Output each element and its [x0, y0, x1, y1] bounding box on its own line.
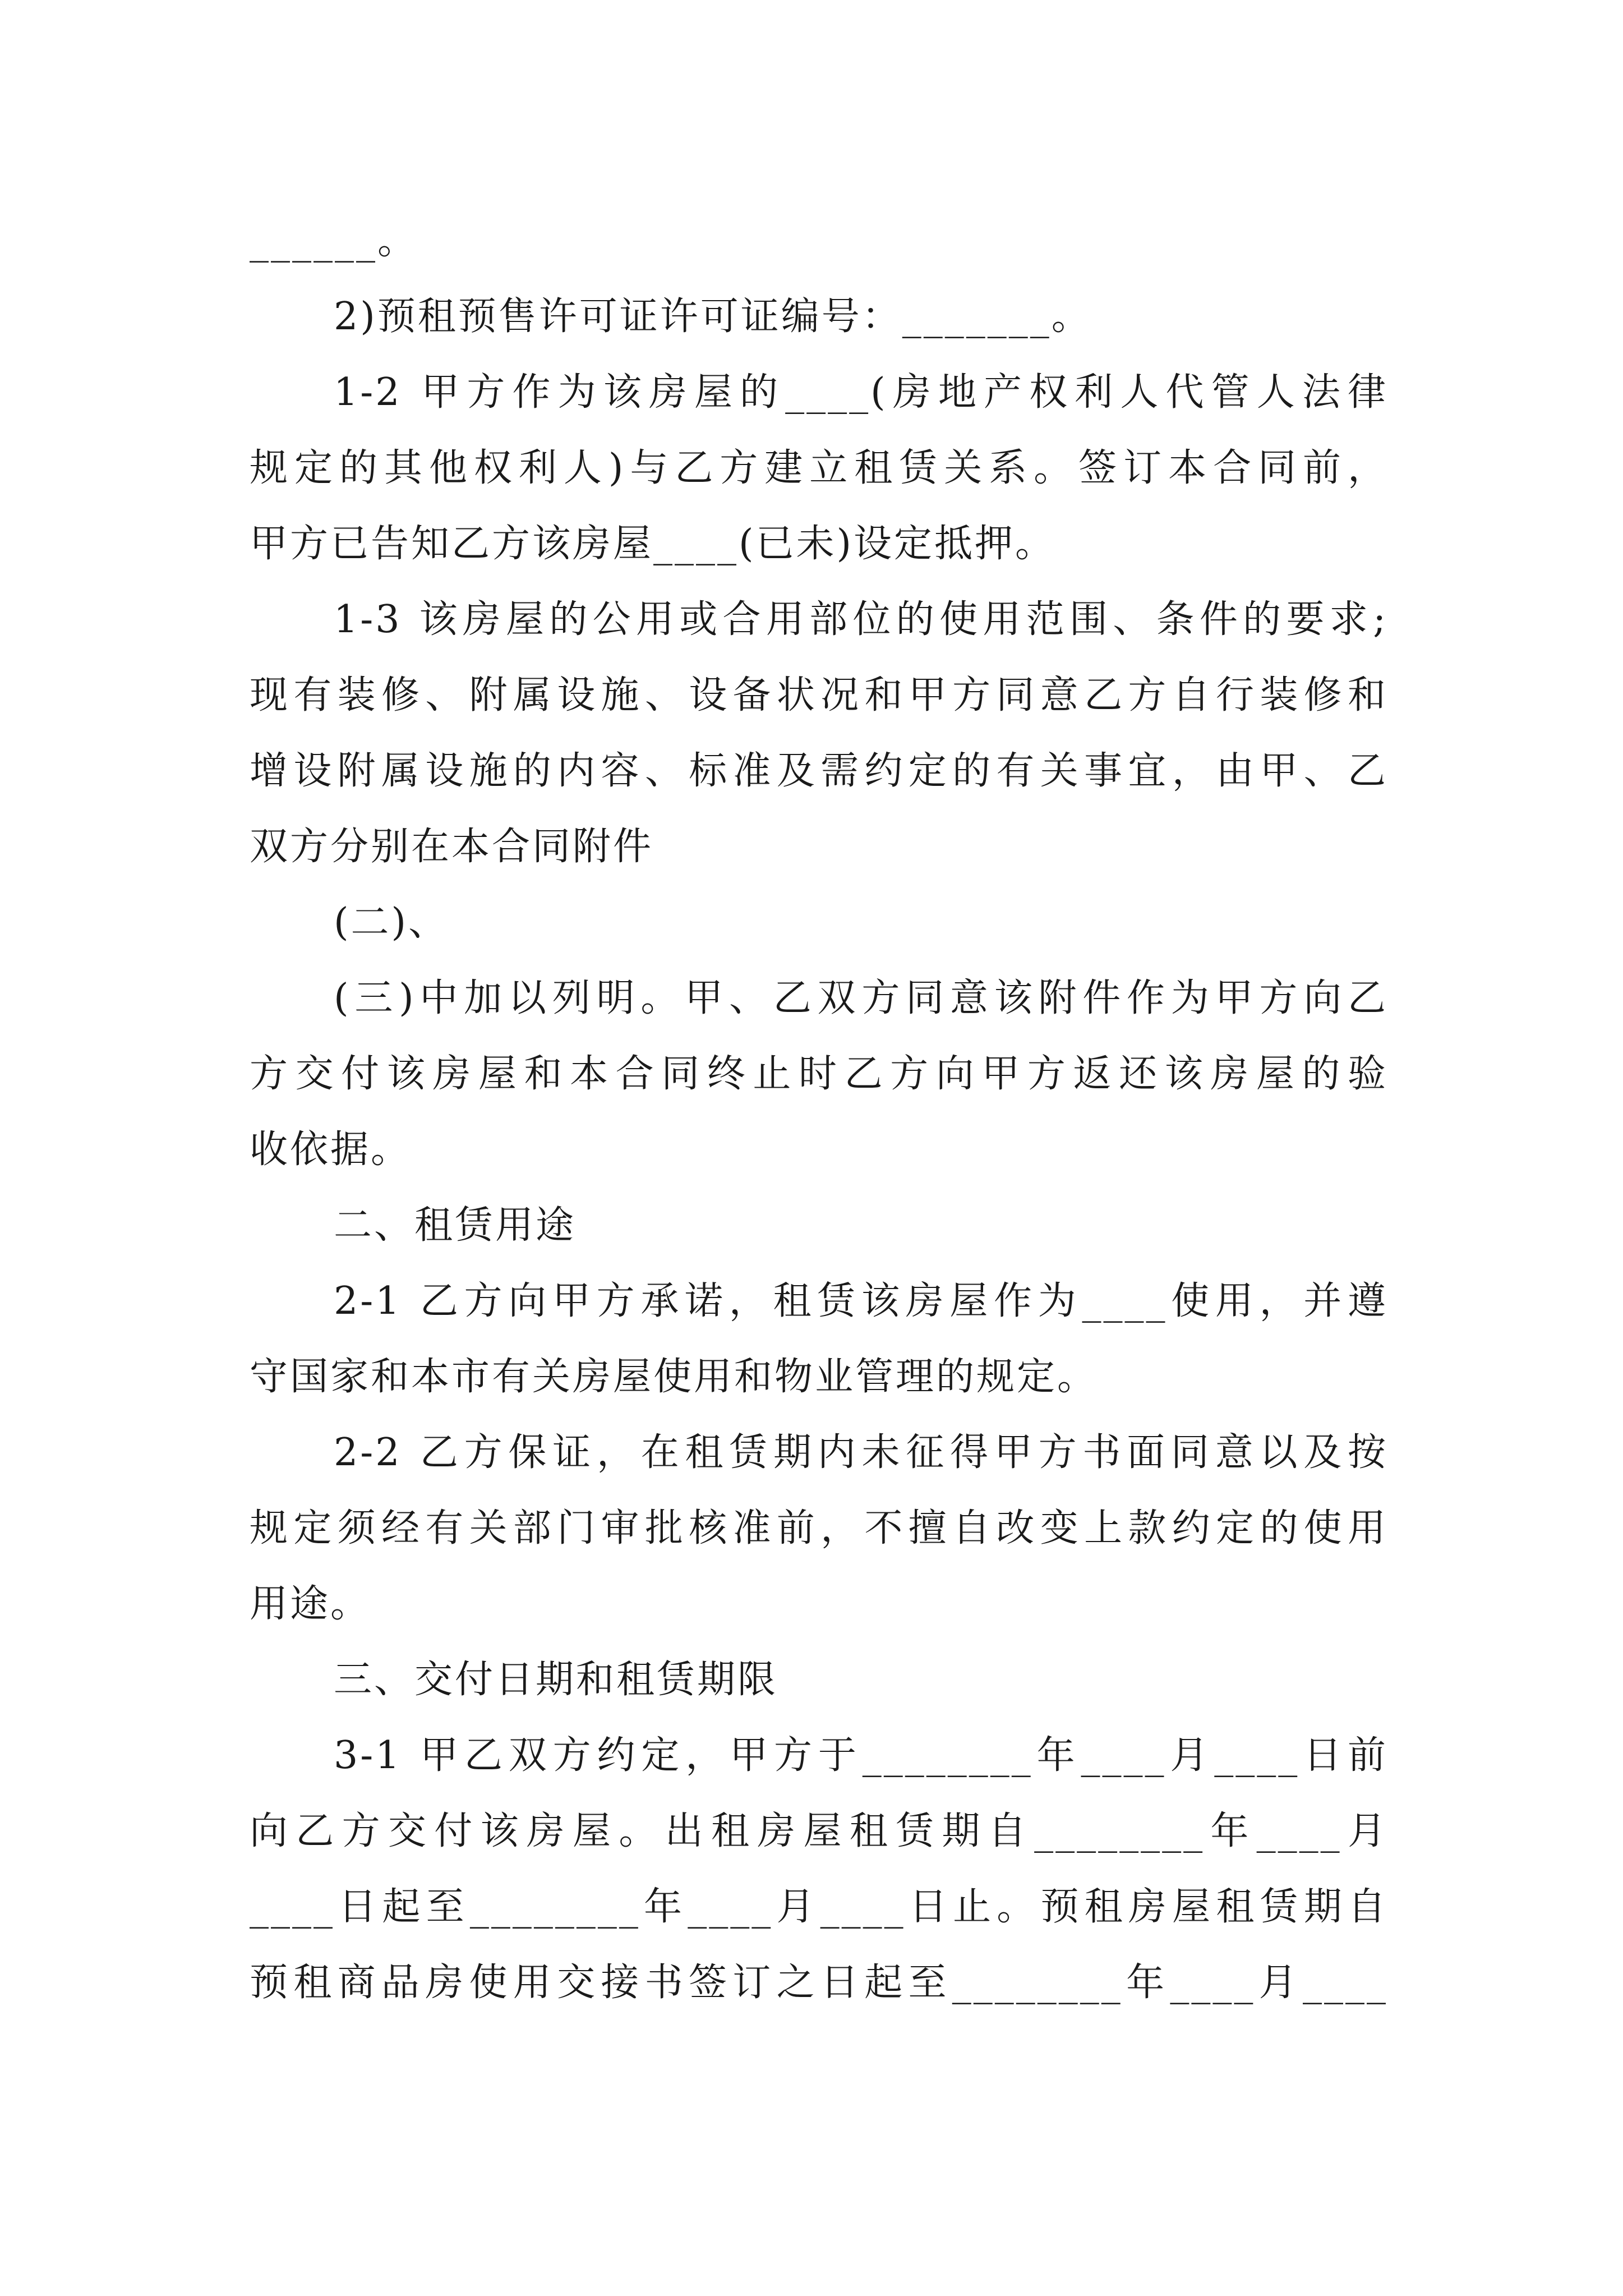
doc-line-23: ____日起至________年____月____日止。预租房屋租赁期自 — [250, 1885, 1388, 1929]
doc-line-4: 规定的其他权利人)与乙方建立租赁关系。签订本合同前， — [250, 446, 1388, 490]
doc-line-5: 甲方已告知乙方该房屋____(已未)设定抵押。 — [250, 522, 1056, 566]
doc-line-2: 2)预租预售许可证许可证编号：_______。 — [334, 295, 1092, 339]
doc-line-10: (二)、 — [334, 900, 449, 945]
doc-line-24: 预租商品房使用交接书签订之日起至________年____月____ — [250, 1961, 1388, 2005]
doc-line-22: 向乙方交付该房屋。出租房屋租赁期自________年____月 — [250, 1809, 1388, 1853]
doc-line-8: 增设附属设施的内容、标准及需约定的有关事宜，由甲、乙 — [250, 749, 1388, 793]
doc-line-18: 规定须经有关部门审批核准前，不擅自改变上款约定的使用 — [250, 1506, 1388, 1550]
doc-line-9: 双方分别在本合同附件 — [250, 825, 654, 869]
doc-line-6: 1-3 该房屋的公用或合用部位的使用范围、条件的要求; — [334, 597, 1388, 642]
doc-line-17: 2-2 乙方保证，在租赁期内未征得甲方书面同意以及按 — [334, 1430, 1388, 1475]
section-heading-2: 二、租赁用途 — [334, 1203, 577, 1248]
doc-line-16: 守国家和本市有关房屋使用和物业管理的规定。 — [250, 1355, 1098, 1399]
doc-line-19: 用途。 — [250, 1582, 371, 1626]
section-heading-3: 三、交付日期和租赁期限 — [334, 1658, 778, 1702]
doc-line-1: ______。 — [250, 219, 418, 263]
doc-line-21: 3-1 甲乙双方约定，甲方于________年____月____日前 — [334, 1733, 1388, 1778]
doc-line-13: 收依据。 — [250, 1128, 412, 1172]
doc-line-11: (三)中加以列明。甲、乙双方同意该附件作为甲方向乙 — [334, 976, 1388, 1020]
doc-line-3: 1-2 甲方作为该房屋的____(房地产权利人代管人法律 — [334, 370, 1388, 415]
doc-line-7: 现有装修、附属设施、设备状况和甲方同意乙方自行装修和 — [250, 673, 1388, 717]
doc-line-15: 2-1 乙方向甲方承诺，租赁该房屋作为____使用，并遵 — [334, 1279, 1388, 1323]
doc-line-12: 方交付该房屋和本合同终止时乙方向甲方返还该房屋的验 — [250, 1052, 1388, 1096]
